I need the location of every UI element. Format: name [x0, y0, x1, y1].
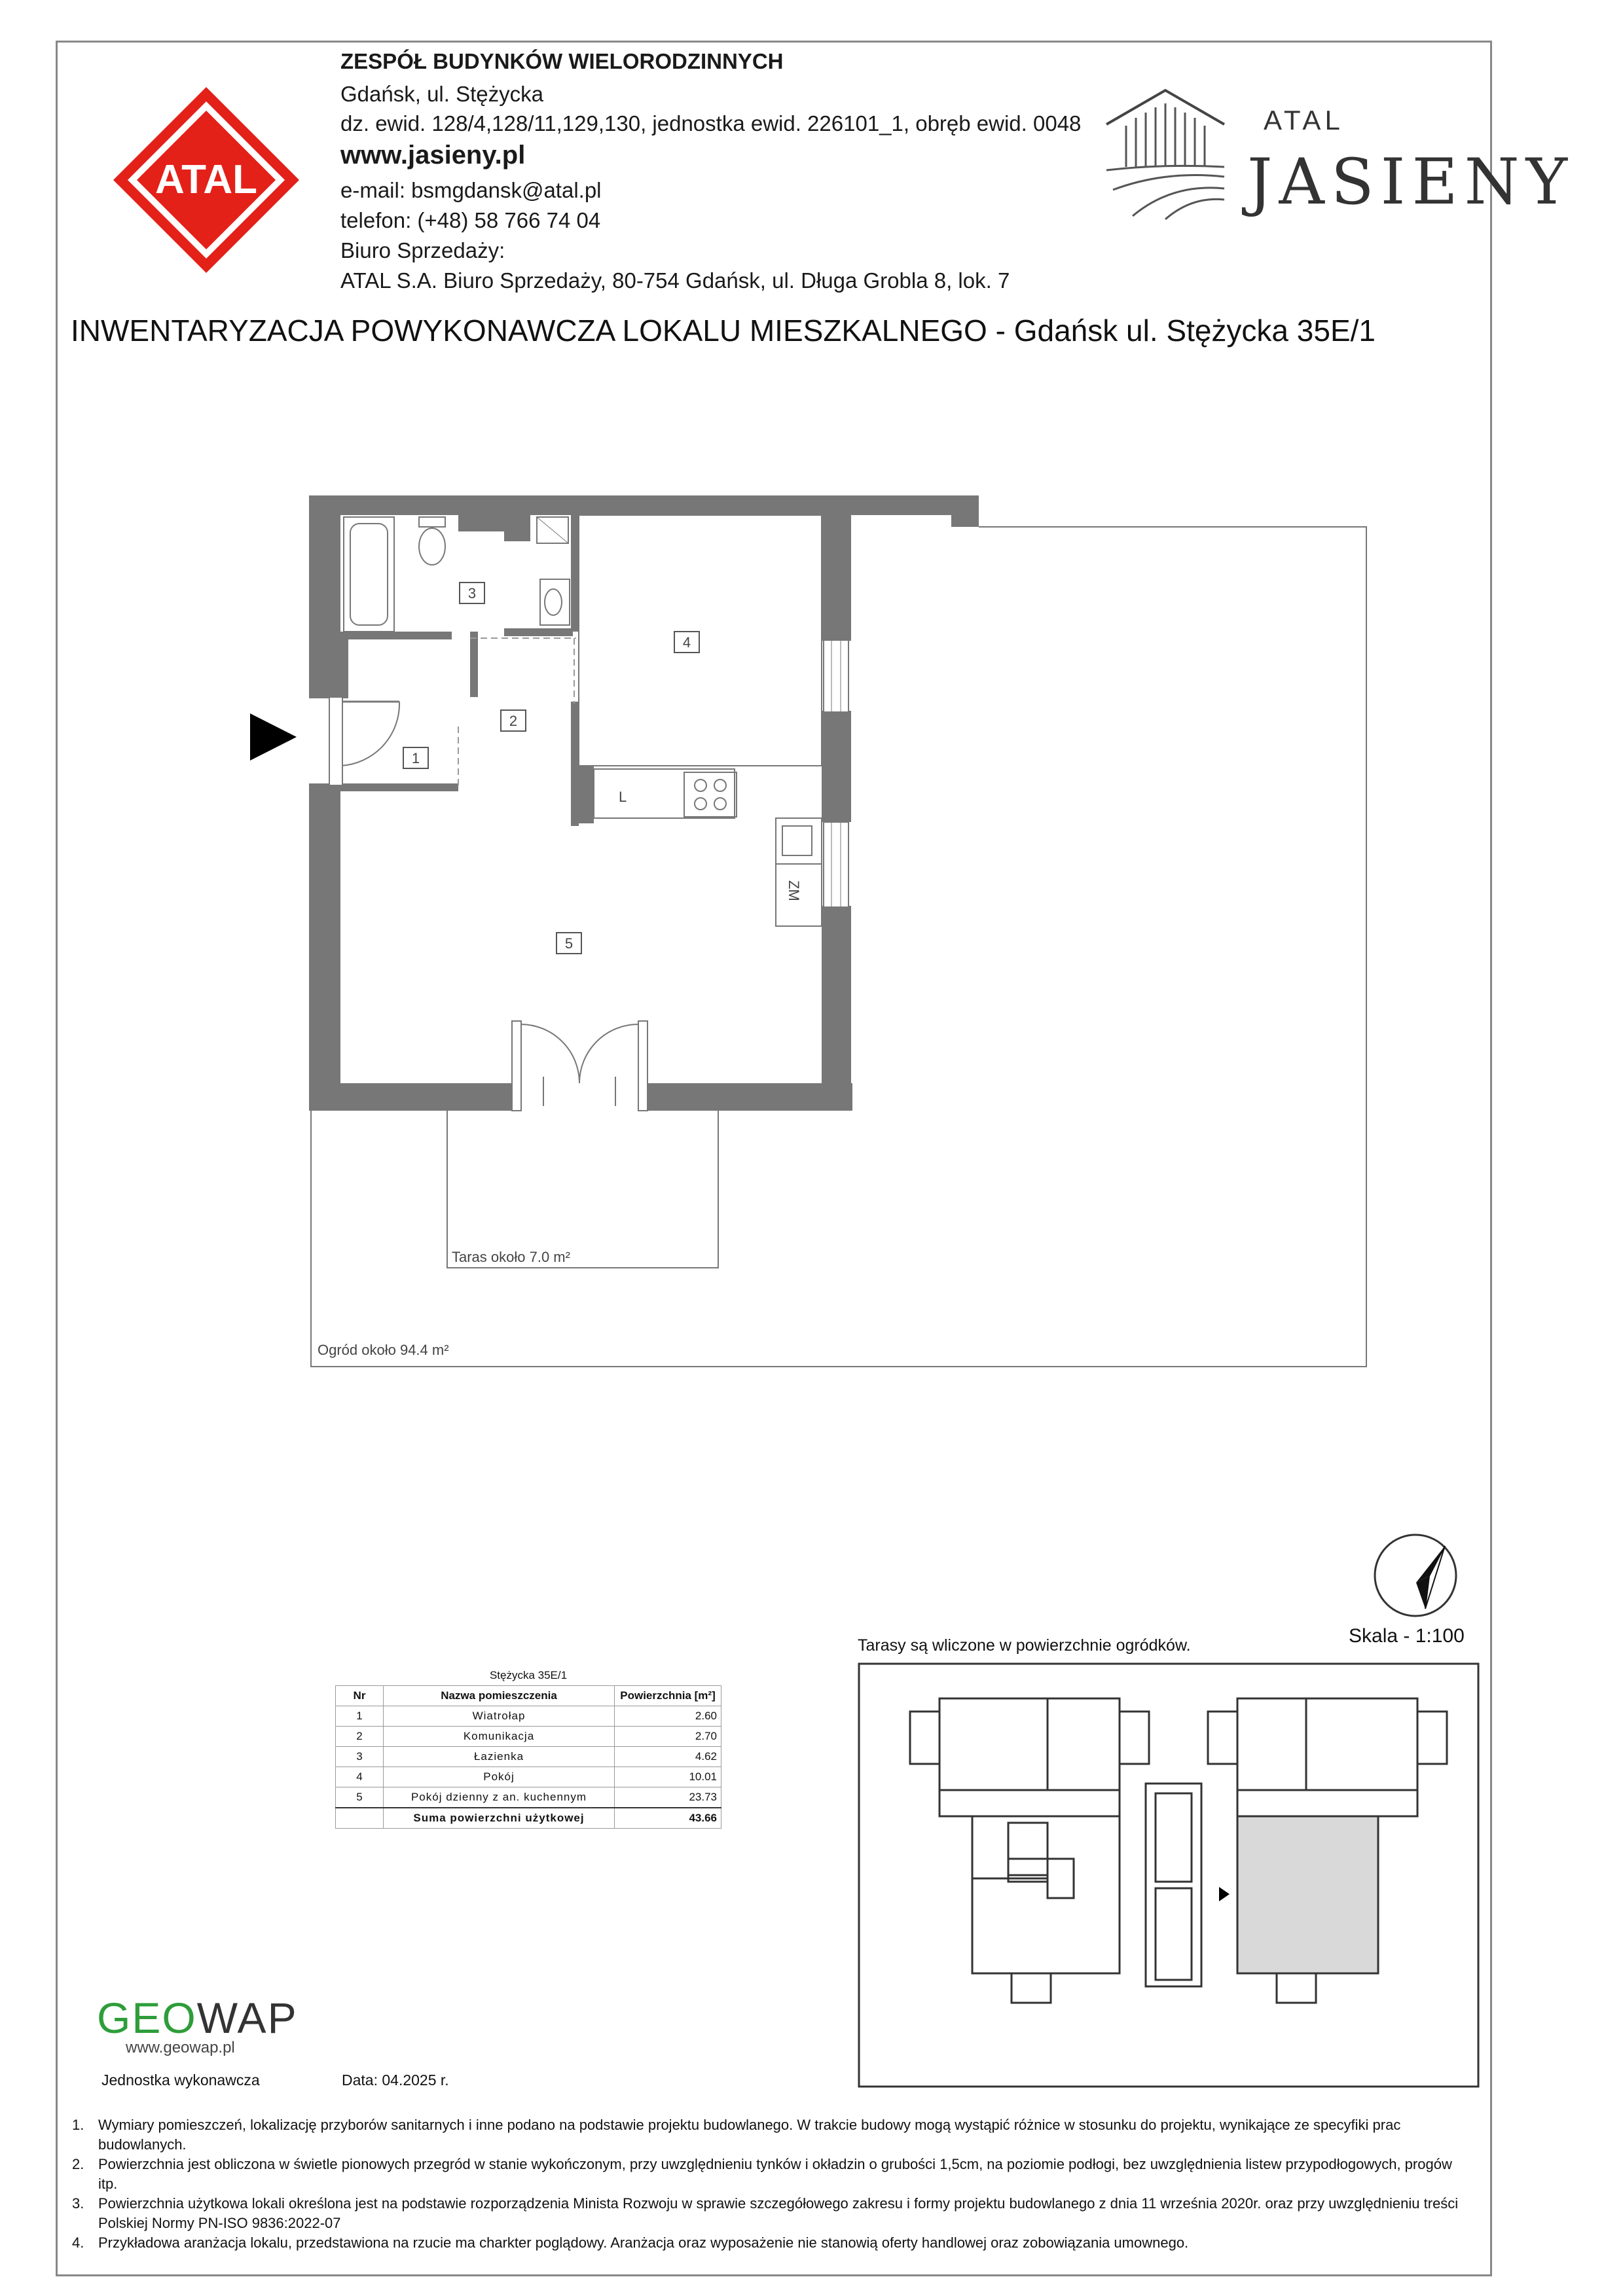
page-title: INWENTARYZACJA POWYKONAWCZA LOKALU MIESZKALNEGO - Gdańsk ul. Stężycka 35E/1: [71, 314, 1376, 348]
rooms-table: [335, 1666, 721, 1829]
table-row: 2 Komunikacja 2.70: [336, 1727, 721, 1747]
note-item: 4. Przykładowa aranżacja lokalu, przedstawiona na rzucie ma charkter poglądowy. Aranżacja oraz wyposażenie nie stanowią oferty handlowej oraz zobowiązania umownego.: [72, 2234, 1189, 2251]
note-item: 3. Powierzchnia użytkowa lokali określona jest na podstawie rozporządzenia Minista Rozwoju w sprawie szczegółowego zakresu i formy projektu budowlanego z dnia 11 września 2020r. oraz przy uwzględnieniu treści Polskiej Normy PN-ISO 9836:2022-07: [72, 2195, 1459, 2231]
geowap-url[interactable]: www.geowap.pl: [126, 2039, 235, 2056]
entrance-arrow-icon: [250, 713, 297, 761]
company-label: Jednostka wykonawcza: [101, 2072, 260, 2089]
room-1-label: 1: [411, 750, 420, 766]
terrace-outline: [447, 1109, 718, 1268]
walls: [309, 495, 979, 1111]
garden-label: Ogród około 94.4 m²: [318, 1342, 449, 1358]
scale-label: Skala - 1:100: [1349, 1625, 1465, 1647]
notes-list: [72, 2115, 1473, 2253]
north-arrow-icon: [1372, 1532, 1460, 1620]
website-link[interactable]: www.jasieny.pl: [340, 141, 526, 170]
sales-office-address: ATAL S.A. Biuro Sprzedaży, 80-754 Gdańsk, ul. Długa Grobla 8, lok. 7: [340, 268, 1010, 293]
email-link[interactable]: e-mail: bsmgdansk@atal.pl: [340, 178, 602, 202]
fridge-label: L: [619, 789, 627, 805]
key-plan-arrow-icon: [1219, 1887, 1230, 1901]
table-sum-row: Suma powierzchni użytkowej 43.66: [336, 1808, 721, 1829]
brand-small: ATAL: [1264, 105, 1344, 135]
room-3-label: 3: [467, 585, 477, 601]
room-2-label: 2: [509, 713, 518, 729]
room-5-label: 5: [564, 935, 574, 952]
date-label: Data: 04.2025 r.: [342, 2072, 449, 2089]
table-row: 4 Pokój 10.01: [336, 1767, 721, 1787]
note-item: 2. Powierzchnia jest obliczona w świetle pionowych przegród w stanie wykończonym, przy uwzględnieniu tynków i okładzin o grubości 1,5cm, na poziomie podłogi, bez uwzględnienia listew przypodłogowych, progów itp.: [72, 2156, 1452, 2192]
sales-office-label: Biuro Sprzedaży:: [340, 238, 505, 262]
table-row: 3 Łazienka 4.62: [336, 1747, 721, 1767]
key-plan: [858, 1662, 1480, 2088]
estate-name: ZESPÓŁ BUDYNKÓW WIELORODZINNYCH: [340, 49, 784, 73]
table-row: 1 Wiatrołap 2.60: [336, 1706, 721, 1727]
brand-large: JASIENY: [1247, 145, 1574, 219]
estate-address: Gdańsk, ul. Stężycka: [340, 82, 543, 106]
note-item: 1. Wymiary pomieszczeń, lokalizację przyborów sanitarnych i inne podano na podstawie projektu budowlanego. W trakcie budowy mogą wystąpić różnice w stosunku do projektu, wynikające ze specyfiki prac budowlanych.: [72, 2117, 1401, 2153]
header-nr: Nr: [336, 1686, 384, 1706]
header-area: Powierzchnia [m²]: [615, 1686, 721, 1706]
key-plan-unit-highlight: [1237, 1816, 1378, 1973]
table-row: 5 Pokój dzienny z an. kuchennym 23.73: [336, 1787, 721, 1808]
room-4-label: 4: [682, 634, 691, 651]
key-plan-caption: Tarasy są wliczone w powierzchnie ogródków.: [858, 1636, 1191, 1655]
header-name: Nazwa pomieszczenia: [384, 1686, 615, 1706]
parcel-info: dz. ewid. 128/4,128/11,129,130, jednostka ewid. 226101_1, obręb ewid. 0048: [340, 111, 1082, 135]
table-caption: Stężycka 35E/1: [336, 1666, 721, 1686]
atal-logo-text: ATAL: [155, 157, 258, 202]
terrace-label: Taras około 7.0 m²: [452, 1249, 570, 1265]
geowap-logo: GEOWAP: [97, 1994, 298, 2042]
phone-number: telefon: (+48) 58 766 74 04: [340, 208, 601, 232]
washer-label: ZM: [786, 880, 802, 901]
